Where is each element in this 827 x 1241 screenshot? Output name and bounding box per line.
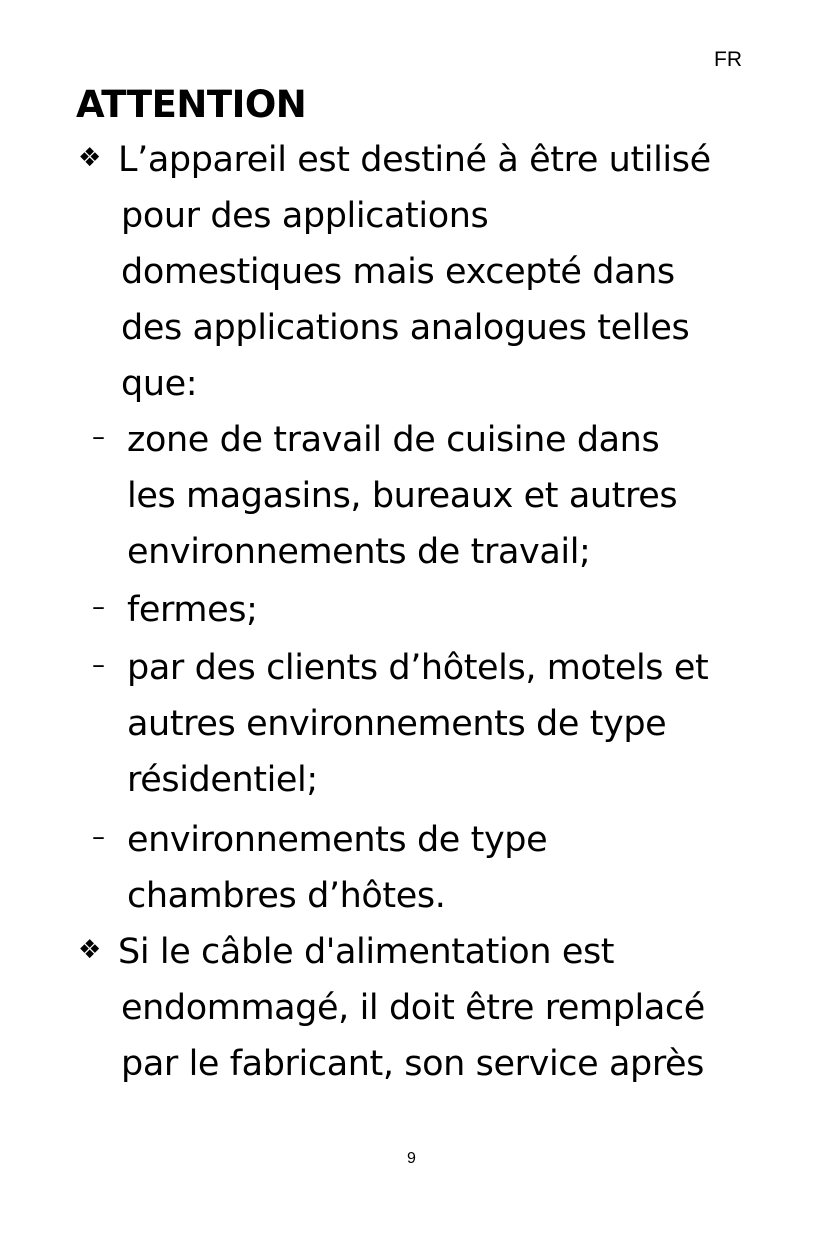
bullet2-line: Si le câble d'alimentation est <box>118 932 615 972</box>
bullet1-line: pour des applications <box>121 196 489 236</box>
page-number: 9 <box>407 1150 416 1167</box>
diamond-bullet-icon: ❖ <box>78 935 102 965</box>
sub-item-line: zone de travail de cuisine dans <box>127 420 660 460</box>
language-label: FR <box>714 48 742 71</box>
dash-bullet-icon: – <box>92 650 105 680</box>
sub-item-line: fermes; <box>127 590 258 630</box>
bullet2-line: par le fabricant, son service après <box>121 1044 705 1084</box>
bullet1-line: des applications analogues telles <box>121 308 690 348</box>
dash-bullet-icon: – <box>92 422 105 452</box>
sub-item-line: résidentiel; <box>127 760 318 800</box>
bullet2-line: endommagé, il doit être remplacé <box>121 988 705 1028</box>
sub-item-line: autres environnements de type <box>127 704 667 744</box>
dash-bullet-icon: – <box>92 822 105 852</box>
bullet1-line: domestiques mais excepté dans <box>121 252 675 292</box>
sub-item-line: les magasins, bureaux et autres <box>127 476 678 516</box>
sub-item-line: environnements de travail; <box>127 532 591 572</box>
diamond-bullet-icon: ❖ <box>78 143 102 173</box>
sub-item-line: chambres d’hôtes. <box>127 876 446 916</box>
dash-bullet-icon: – <box>92 592 105 622</box>
bullet1-line: que: <box>121 364 198 404</box>
bullet1-line: L’appareil est destiné à être utilisé <box>118 140 711 180</box>
section-title: ATTENTION <box>76 83 307 126</box>
sub-item-line: par des clients d’hôtels, motels et <box>127 648 709 688</box>
sub-item-line: environnements de type <box>127 820 548 860</box>
